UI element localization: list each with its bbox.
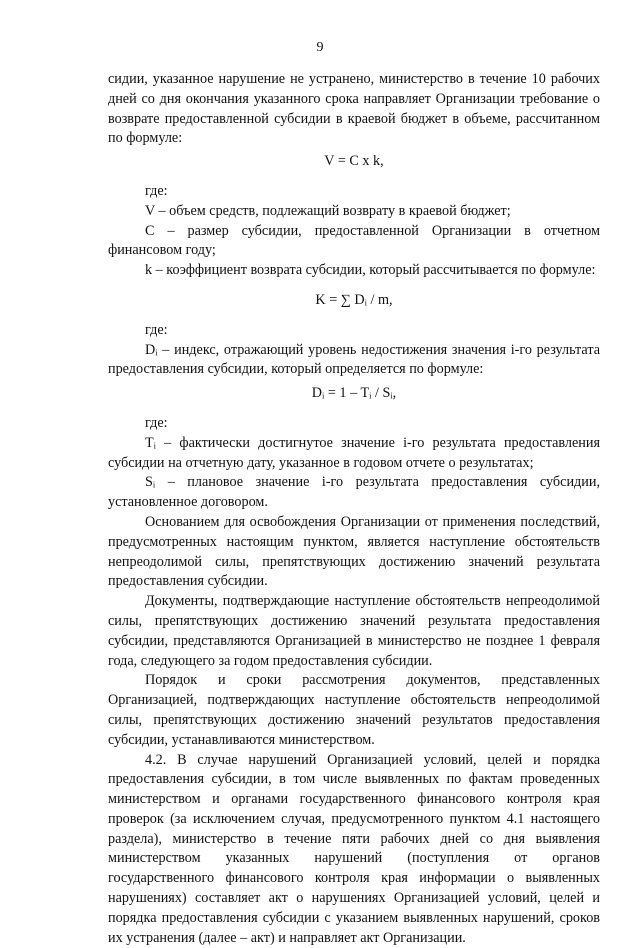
formula-k: K = ∑ Dᵢ / m, bbox=[108, 291, 600, 311]
definition-v: V – объем средств, подлежащий возврату в краевой бюджет; bbox=[108, 202, 600, 222]
paragraph-order: Порядок и сроки рассмотрения документов, представленных Организацией, подтверждающих наступление обстоятельств непреодолимой силы, препятствующих достижению значений результатов предоставления субсидии, устанавливаются министерством. bbox=[108, 671, 600, 750]
definition-c: C – размер субсидии, предоставленной Организации в отчетном финансовом году; bbox=[108, 222, 600, 262]
formula-d: Dᵢ = 1 – Tᵢ / Sᵢ, bbox=[108, 384, 600, 404]
paragraph-4-2: 4.2. В случае нарушений Организацией условий, целей и порядка предоставления субсидии, в том числе выявленных по фактам проведенных министерством и органами государственного финансового контроля края проверок (за исключением случая, предусмотренного пунктом 4.1 настоящего раздела), министерство в течение пяти рабочих дней со дня выявления министерством указанных нарушений (поступления от органов государственного финансового контроля края информации о выявленных нарушениях) составляет акт о нарушениях Организацией условий, целей и порядка предоставления субсидии с указанием выявленных нарушений, сроков их устранения (далее – акт) и направляет акт Организации. bbox=[108, 751, 600, 948]
formula-v: V = C x k, bbox=[108, 152, 600, 172]
where-label: где: bbox=[108, 182, 600, 202]
definition-s: Sᵢ – плановое значение i-го результата предоставления субсидии, установленное договором. bbox=[108, 473, 600, 513]
where-label: где: bbox=[108, 414, 600, 434]
document-body bbox=[108, 70, 600, 948]
paragraph-documents: Документы, подтверждающие наступление обстоятельств непреодолимой силы, препятствующих достижению значений результата предоставления субсидии, представляются Организацией в министерство не позднее 1 февраля года, следующего за годом предоставления субсидии. bbox=[108, 592, 600, 671]
definition-t: Tᵢ – фактически достигнутое значение i-го результата предоставления субсидии на отчетную дату, указанное в годовом отчете о результатах; bbox=[108, 434, 600, 474]
paragraph-intro: сидии, указанное нарушение не устранено, министерство в течение 10 рабочих дней со дня окончания указанного срока направляет Организации требование о возврате предоставленной субсидии в краевой бюджет в объеме, рассчитанном по формуле: bbox=[108, 70, 600, 149]
paragraph-basis: Основанием для освобождения Организации от применения последствий, предусмотренных настоящим пунктом, является наступление обстоятельств непреодолимой силы, препятствующих достижению значений результата предоставления субсидии. bbox=[108, 513, 600, 592]
page-number: 9 bbox=[0, 40, 640, 56]
definition-d: Dᵢ – индекс, отражающий уровень недостижения значения i-го результата предоставления субсидии, который определяется по формуле: bbox=[108, 341, 600, 381]
definition-k: k – коэффициент возврата субсидии, который рассчитывается по формуле: bbox=[108, 261, 600, 281]
where-label: где: bbox=[108, 321, 600, 341]
